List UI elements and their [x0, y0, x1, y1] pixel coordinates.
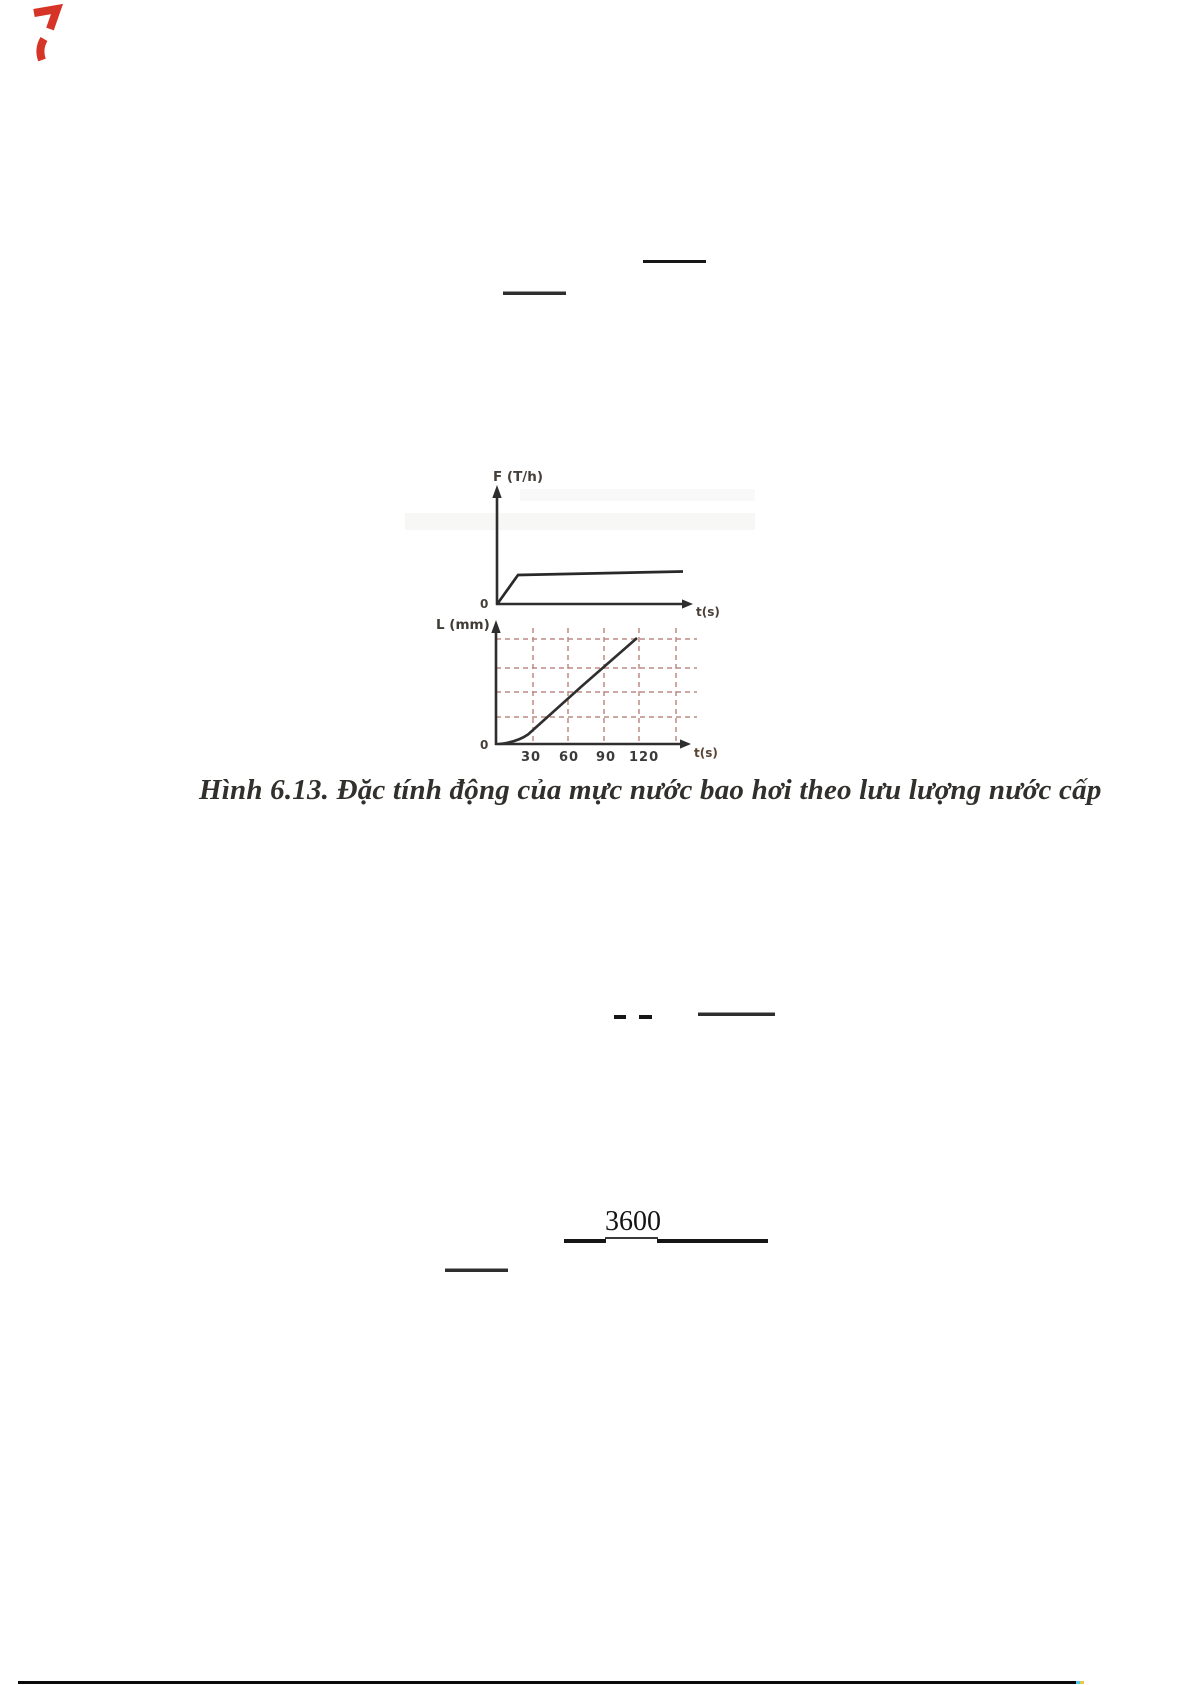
feedwater-flow-plot — [395, 455, 765, 615]
pen-stroke-2 — [40, 39, 44, 60]
x-axis-arrow-icon — [682, 599, 693, 608]
equation-fraction-bar-4 — [445, 1269, 508, 1272]
flow-x-axis-label: t(s) — [696, 605, 720, 619]
flow-step-curve — [498, 572, 683, 604]
level-y-axis-label: L (mm) — [436, 617, 490, 633]
x-axis-arrow-icon — [680, 739, 691, 748]
x-tick-60: 60 — [559, 750, 580, 765]
x-tick-90: 90 — [596, 750, 617, 765]
x-tick-30: 30 — [521, 750, 542, 765]
pen-stroke-1 — [34, 9, 57, 29]
level-origin-label: 0 — [480, 738, 489, 752]
page-bottom-rule — [18, 1681, 1078, 1684]
equation-fraction-bar-2 — [503, 292, 566, 295]
y-axis-arrow-icon — [491, 620, 500, 633]
flow-y-axis-label: F (T/h) — [493, 469, 544, 485]
equation-fraction-bar-3 — [698, 1013, 775, 1016]
equation-minus-mark-2 — [639, 1015, 652, 1019]
equation-fraction-bar-1 — [643, 260, 706, 263]
y-axis-arrow-icon — [492, 485, 501, 498]
level-x-axis-label: t(s) — [694, 746, 718, 760]
equation-rule-left — [564, 1239, 606, 1243]
scan-artifact-dot-yellow — [1080, 1681, 1084, 1684]
equation-minus-mark-1 — [614, 1015, 626, 1019]
equation-rule-right — [657, 1239, 768, 1243]
x-tick-120: 120 — [629, 750, 660, 765]
grid-lines — [496, 628, 697, 744]
equation-numerator: 3600 — [605, 1206, 661, 1237]
numerator-underline — [605, 1237, 658, 1239]
figure-caption: Hình 6.13. Đặc tính động của mực nước bao hơi theo lưu lượng nước cấp — [199, 774, 1102, 806]
red-pen-marks — [26, 2, 74, 64]
flow-origin-label: 0 — [480, 597, 489, 611]
drum-level-plot — [395, 612, 765, 767]
